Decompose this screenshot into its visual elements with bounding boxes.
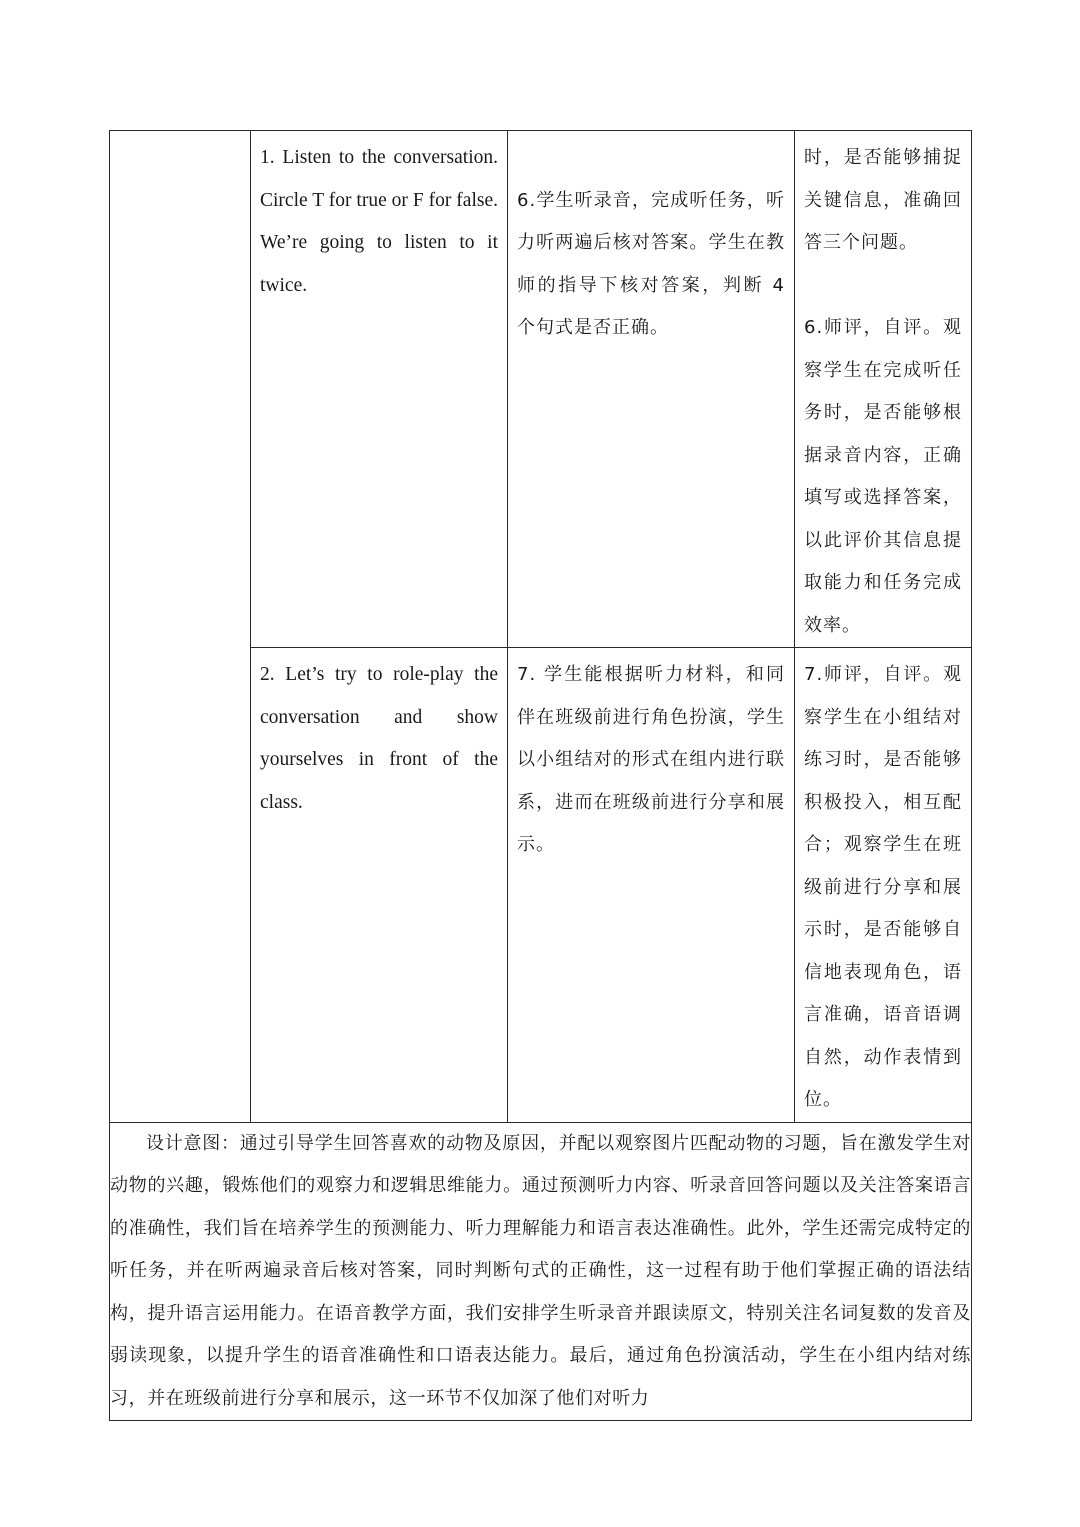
evaluation-roleplay-text: 7.师评，自评。观察学生在小组结对练习时，是否能够积极投入，相互配合；观察学生在班级前进行分享和展示时，是否能够自信地表现角色，语言准确，语音语调自然，动作表情到位。 bbox=[804, 664, 962, 1110]
lesson-plan-table bbox=[109, 130, 972, 1421]
design-intent-cell bbox=[110, 1122, 972, 1421]
evaluation-listen-text: 6.师评，自评。观察学生在完成听任务时，是否能够根据录音内容，正确填写或选择答案，以此评价其信息提取能力和任务完成效率。 bbox=[804, 317, 962, 636]
student-activity-cell bbox=[508, 131, 795, 648]
activity-cell bbox=[251, 648, 508, 1123]
stage-cell bbox=[110, 131, 251, 1123]
student-activity-roleplay-text: 7. 学生能根据听力材料，和同伴在班级前进行角色扮演，学生以小组结对的形式在组内进行联系，进而在班级前进行分享和展示。 bbox=[517, 664, 785, 855]
student-activity-listen-text: 6.学生听录音，完成听任务，听力听两遍后核对答案。学生在教师的指导下核对答案，判断 4 个句式是否正确。 bbox=[517, 189, 785, 338]
evaluation-cell bbox=[795, 648, 972, 1123]
activity-roleplay-text: 2. Let’s try to role-play the conversation and show yourselves in front of the class. bbox=[260, 664, 498, 813]
design-intent-text: 设计意图：通过引导学生回答喜欢的动物及原因，并配以观察图片匹配动物的习题，旨在激发学生对动物的兴趣，锻炼他们的观察力和逻辑思维能力。通过预测听力内容、听录音回答问题以及关注答案语言的准确性，我们旨在培养学生的预测能力、听力理解能力和语言表达准确性。此外，学生还需完成特定的听任务，并在听两遍录音后核对答案，同时判断句式的正确性，这一过程有助于他们掌握正确的语法结构，提升语言运用能力。在语音教学方面，我们安排学生听录音并跟读原文，特别关注名词复数的发音及弱读现象，以提升学生的语音准确性和口语表达能力。最后，通过角色扮演活动，学生在小组内结对练习，并在班级前进行分享和展示，这一环节不仅加深了他们对听力 bbox=[110, 1132, 971, 1409]
activity-listen-text: 1. Listen to the conversation. Circle T for true or F for false. We’re going to listen to it twice. bbox=[260, 147, 498, 296]
design-intent-row bbox=[110, 1122, 972, 1421]
table-row bbox=[110, 131, 972, 648]
evaluation-continued-text: 时，是否能够捕捉关键信息，准确回答三个问题。 bbox=[804, 147, 962, 253]
evaluation-cell bbox=[795, 131, 972, 648]
student-activity-cell bbox=[508, 648, 795, 1123]
activity-cell bbox=[251, 131, 508, 648]
